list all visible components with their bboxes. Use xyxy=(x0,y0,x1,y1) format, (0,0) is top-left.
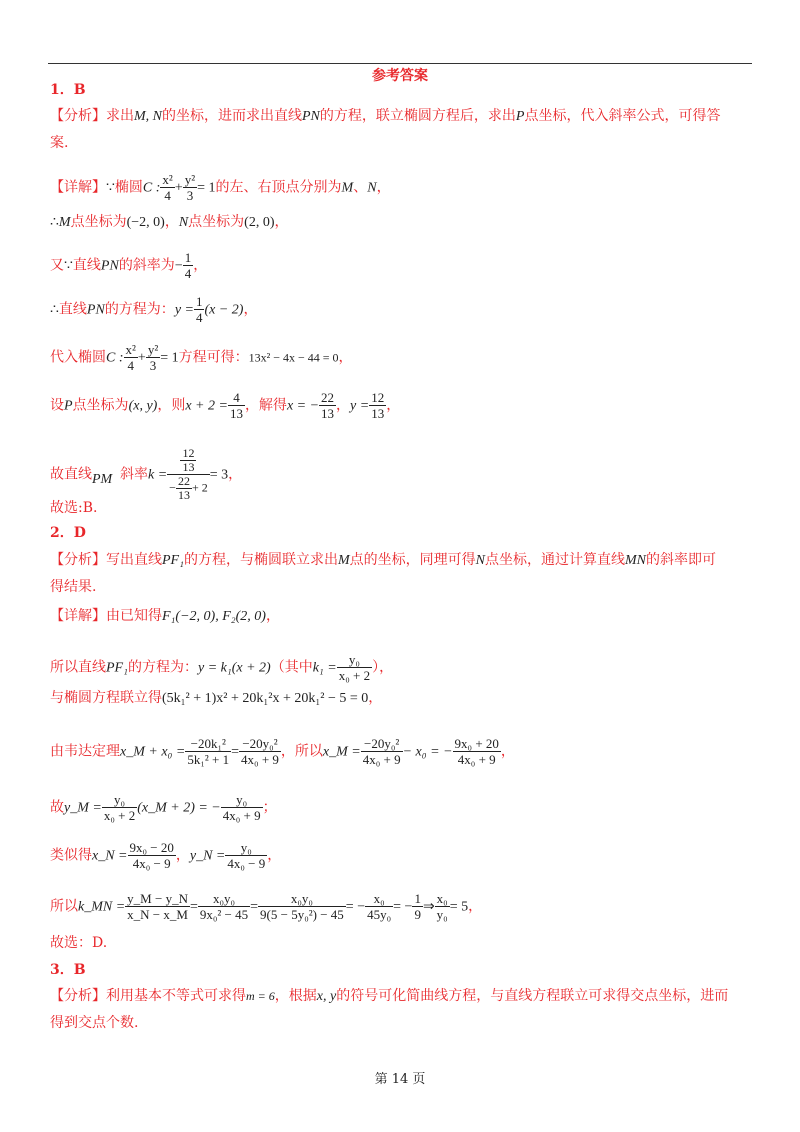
q2-analysis-line1: 【分析】写出直线PF₁的方程，与椭圆联立求出M点的坐标，同理可得N点坐标，通过计算直线MN的斜率即可 xyxy=(50,552,716,568)
page-title: 参考答案 xyxy=(372,68,428,84)
q2-detail-line4: 由韦达定理x_M + x₀ = $\frac{\text{−20k₁²}}{\text{5k₁² + 1}}$ = $\frac{\text{−20y₀²}}{\text{4x₀ + 9}}$ ，所以x_M = $\frac{\text{−20y₀²}}{\text{4x₀ + 9}}$ − x₀ = − $\frac{\text{9x₀ + 20}}{\text{4x₀ + 9}}$ ， xyxy=(50,736,515,767)
q1-detail-line2: ∴M点坐标为(−2, 0)，N点坐标为(2, 0)， xyxy=(50,214,289,230)
q2-detail-line3: 与椭圆方程联立得(5k₁² + 1)x² + 20k₁²x + 20k₁² − 5 = 0， xyxy=(50,690,383,706)
header-rule xyxy=(48,63,752,64)
q2-detail-line5: 故y_M = $\frac{\text{y₀}}{\text{x₀ + 2}}$ (x_M + 2) = − $\frac{\text{y₀}}{\text{4x₀ + 9}}$ ； xyxy=(50,792,277,823)
q2-choice: 故选：D. xyxy=(50,935,108,951)
analysis-tag: 【分析】 xyxy=(50,108,106,124)
analysis-tag: 【分析】 xyxy=(50,988,106,1004)
q3-analysis-line1: 【分析】利用基本不等式可求得m = 6，根据x, y的符号可化简曲线方程，与直线方程联立可求得交点坐标，进而 xyxy=(50,988,729,1004)
q2-detail-line7: 所以k_MN = $\frac{y\_M - y\_N}{x\_N - x\_M}$ = $\frac{\text{x₀y₀}}{\text{9x₀² − 45}}$ = $\frac{\text{x₀y₀}}{\text{9(5 − 5y₀²) − 45}}$ = − $\frac{\text{x₀}}{\text{45y₀}}$ = − $\frac{1}{9}$ ⇒ $\frac{\text{x₀}}{\text{y₀}}$ = 5， xyxy=(50,891,483,922)
q2-detail-line1: 【详解】由已知得F₁(−2, 0), F₂(2, 0)， xyxy=(50,608,280,624)
page-number: 第 14 页 xyxy=(374,1072,426,1087)
q3-number: 3．B xyxy=(50,962,86,978)
q2-detail-line2: 所以直线PF₁的方程为：y = k₁(x + 2)（其中k₁ = $\frac{\text{y₀}}{\text{x₀ + 2}}$ ）， xyxy=(50,652,394,683)
q3-analysis-line2: 得到交点个数. xyxy=(50,1015,139,1031)
detail-tag: 【详解】 xyxy=(50,179,106,196)
q1-detail-line3: 又∵直线PN的斜率为− $\frac{1}{4}$ ， xyxy=(50,250,208,281)
q1-analysis-line1: 【分析】求出M, N的坐标，进而求出直线PN的方程，联立椭圆方程后，求出P点坐标，代入斜率公式，可得答 xyxy=(50,108,721,124)
q1-choice: 故选:B. xyxy=(50,500,98,516)
q1-detail-line1: 【详解】∵椭圆C : $\frac{\text{x²}}{4}$ + $\frac{\text{y²}}{3}$ = 1的左、右顶点分别为M、N， xyxy=(50,172,391,203)
q1-detail-line5: 代入椭圆C : $\frac{\text{x²}}{4}$ + $\frac{\text{y²}}{3}$ = 1方程可得：13x² − 4x − 44 = 0， xyxy=(50,342,353,373)
q2-analysis-line2: 得结果. xyxy=(50,579,97,595)
q1-detail-line6: 设P点坐标为(x, y)，则x + 2 = $\frac{4}{13}$ ，解得x = − $\frac{22}{13}$ ，y = $\frac{12}{13}$ ， xyxy=(50,390,401,421)
q1-number: 1．B xyxy=(50,82,86,98)
q1-detail-line4: ∴直线PN的方程为：y = $\frac{1}{4}$ (x − 2)， xyxy=(50,294,258,325)
analysis-tag: 【分析】 xyxy=(50,552,106,568)
detail-tag: 【详解】 xyxy=(50,608,106,624)
q1-analysis-line2: 案. xyxy=(50,135,69,151)
q2-detail-line6: 类似得x_N = $\frac{\text{9x₀ − 20}}{\text{4x₀ − 9}}$ ，y_N = $\frac{\text{y₀}}{\text{4x₀ − 9}}$ ， xyxy=(50,840,282,871)
q1-pm-label: PM xyxy=(92,472,113,487)
q1-detail-line7: 故直线 斜率k = $\frac{12}{13}$ − $\frac{22}{13}$ + 2 = 3， xyxy=(50,446,243,502)
q2-number: 2．D xyxy=(50,525,86,541)
